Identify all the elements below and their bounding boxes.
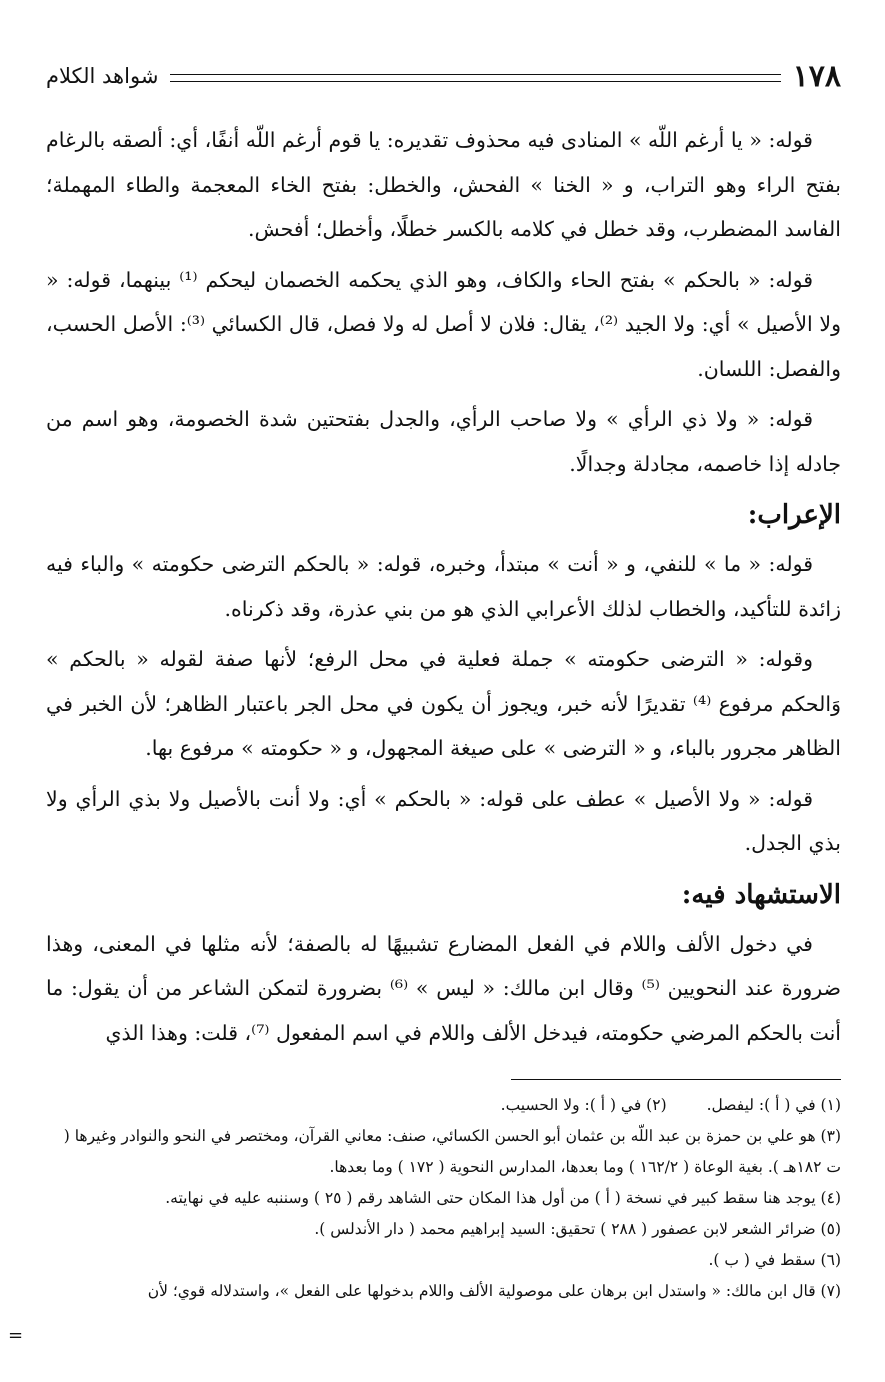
- footnote-5: (٥) ضرائر الشعر لابن عصفور ( ٢٨٨ ) تحقيق: السيد إبراهيم محمد ( دار الأندلس ).: [314, 1220, 841, 1238]
- page-header: [46, 56, 841, 96]
- page-number: ١٧٨: [792, 58, 841, 94]
- irab-paragraph-2: وقوله: « الترضى حكومته » جملة فعلية في محل الرفع؛ لأنها صفة لقوله « بالحكم » وَالحكم مرفوع ⁽⁴⁾ تقديرًا لأنه خبر، ويجوز أن يكون في محل الجر باعتبار الظاهر؛ لأن الخبر في الظاهر مجرور بالباء، و « الترضى » على صيغة المجهول، و « حكومته » مرفوع بها.: [46, 647, 841, 760]
- istishhad-paragraph-1: في دخول الألف واللام في الفعل المضارع تشبيهًا له بالصفة؛ لأنه مثلها في المعنى، وهذا ضرورة عند النحويين ⁽⁵⁾ وقال ابن مالك: « ليس » ⁽⁶⁾ بضرورة لتمكن الشاعر من أن يقول: ما أنت بالحكم المرضي حكومته، فيدخل الألف واللام في اسم المفعول ⁽⁷⁾، قلت: وهذا الذي: [46, 931, 842, 1045]
- header-rule: [170, 74, 780, 82]
- paragraph-2: قوله: « بالحكم » بفتح الحاء والكاف، وهو الذي يحكمه الخصمان ليحكم ⁽¹⁾ بينهما، قوله: « ولا الأصيل » أي: ولا الجيد ⁽²⁾، يقال: فلان لا أصل له ولا فصل، قال الكسائي ⁽³⁾: الأصل الحسب، والفصل: اللسان.: [46, 267, 841, 381]
- footnote-row-1-2: [46, 1090, 841, 1121]
- irab-paragraph-1: قوله: « ما » للنفي، و « أنت » مبتدأ، وخبره، قوله: « بالحكم الترضى حكومته » والباء فيه زائدة للتأكيد، والخطاب لذلك الأعرابي الذي هو من بني عذرة، وقد ذكرناه.: [46, 552, 841, 621]
- irab-paragraph-3: قوله: « ولا الأصيل » عطف على قوله: « بالحكم » أي: ولا أنت بالأصيل ولا بذي الرأي ولا بذي الجدل.: [46, 786, 841, 855]
- running-title: شواهد الكلام: [46, 64, 159, 88]
- footnote-2: (٢) في ( أ ): ولا الحسيب.: [500, 1096, 667, 1114]
- paragraph-3: قوله: « ولا ذي الرأي » ولا صاحب الرأي، والجدل بفتحتين شدة الخصومة، وهو اسم من جادله إذا خاصمه، مجادلة وجدالًا.: [46, 407, 841, 476]
- footnote-3: (٣) هو علي بن حمزة بن عبد اللّه بن عثمان أبو الحسن الكسائي، صنف: معاني القرآن، ومختصر في النحو والنوادر وغيرها ( ت ١٨٢هـ ). بغية الوعاة ( ١٦٢/٢ ) وما بعدها، المدارس النحوية ( ١٧٢ ) وما بعدها.: [63, 1127, 841, 1176]
- footnote-separator: [511, 1079, 841, 1080]
- heading-istishhad: الاستشهاد فيه:: [681, 879, 841, 910]
- footnote-6: (٦) سقط في ( ب ).: [708, 1251, 841, 1269]
- continuation-mark: =: [8, 1325, 24, 1346]
- main-text: [46, 118, 841, 1055]
- footnote-4: (٤) يوجد هنا سقط كبير في نسخة ( أ ) من أول هذا المكان حتى الشاهد رقم ( ٢٥ ) وسننبه عليه في نهايته.: [165, 1189, 841, 1207]
- heading-irab: الإعراب:: [747, 500, 841, 530]
- footnote-separator-wrap: [46, 1061, 841, 1090]
- footnote-7: (٧) قال ابن مالك: « واستدل ابن برهان على موصولية الألف واللام بدخولها على الفعل »، واستدلاله قوي؛ لأن: [147, 1282, 841, 1300]
- paragraph-1: قوله: « يا أرغم اللّه » المنادى فيه محذوف تقديره: يا قوم أرغم اللّه أنفًا، أي: ألصقه بالرغام بفتح الراء وهو التراب، و « الخنا » الفحش، والخطل: بفتح الخاء المعجمة والطاء المهملة؛ الفاسد المضطرب، وقد خطل في كلامه بالكسر خطلًا، وأخطل؛ أفحش.: [46, 128, 841, 241]
- footnotes: [46, 1090, 841, 1307]
- footnote-1: (١) في ( أ ): ليفصل.: [706, 1096, 841, 1114]
